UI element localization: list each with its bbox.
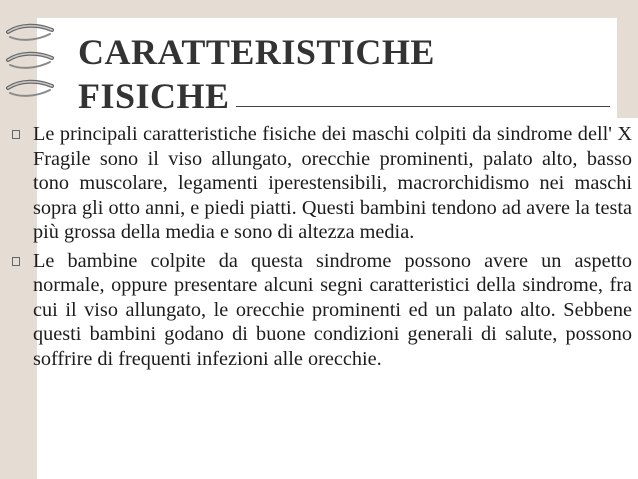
bullet-text: Le principali caratteristiche fisiche dei maschi colpiti da sindrome dell' X Fragile sono il viso allungato, orecchie prominenti, palato alto, basso tono muscolare, legamenti iperestensibili, macrorchidismo nei maschi sopra gli otto anni, e piedi piatti. Questi bambini tendono ad avere la testa più grossa della media e sono di altezza media.	[33, 123, 632, 243]
slide-frame-top	[37, 0, 638, 18]
title-underline	[236, 106, 610, 107]
bullet-text: Le bambine colpite da questa sindrome possono avere un aspetto normale, oppure presentare alcuni segni caratteristici della sindrome, fra cui il viso allungato, le orecchie prominenti ed un palato alto. Sebbene questi bambini godano di buone condizioni generali di salute, possono soffrire di frequenti infezioni alle orecchie.	[33, 249, 632, 370]
square-bullet-icon	[12, 257, 20, 266]
spiral-ring-icon	[8, 26, 52, 40]
spiral-ring-icon	[8, 82, 52, 96]
spiral-ring-icon	[8, 54, 52, 68]
slide-frame-right	[617, 18, 638, 118]
notebook-spiral-rings-icon	[0, 10, 60, 120]
slide-title	[78, 30, 435, 118]
slide-body	[8, 122, 632, 375]
bullet-item	[8, 249, 632, 372]
slide-title-line-2: FISICHE	[78, 76, 230, 116]
bullet-item	[8, 122, 632, 245]
slide-title-line-1: CARATTERISTICHE	[78, 32, 435, 72]
square-bullet-icon	[12, 130, 20, 139]
